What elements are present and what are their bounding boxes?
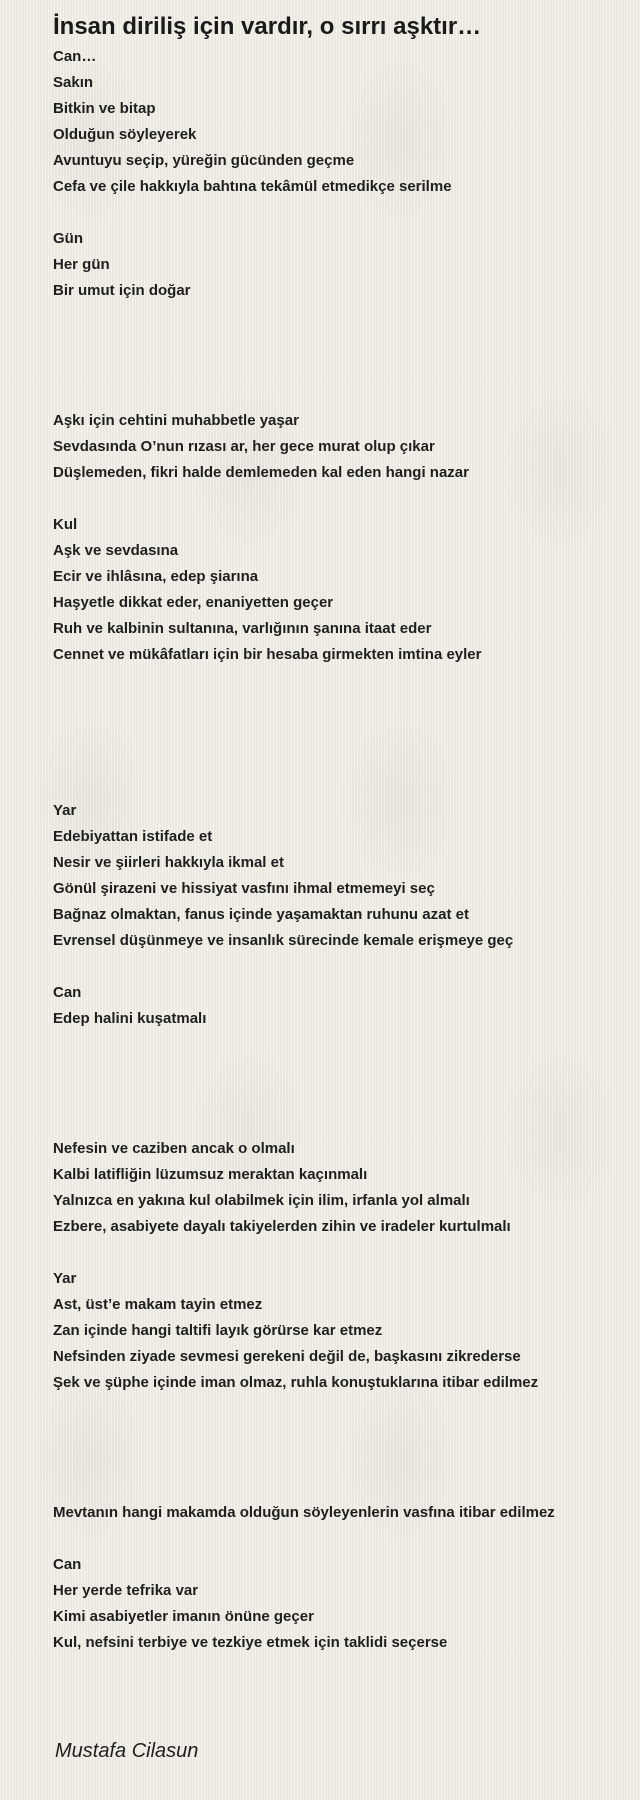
poem-line: Kul xyxy=(53,516,78,533)
poem-line: Bitkin ve bitap xyxy=(53,100,156,117)
poem-line: Ast, üst’e makam tayin etmez xyxy=(53,1296,263,1313)
poem-line: Gün xyxy=(53,230,83,247)
poem-line xyxy=(53,1058,633,1084)
poem-line: Sevdasında O’nun rızası ar, her gece murat olup çıkar xyxy=(53,438,435,455)
poem-line: Bir umut için doğar xyxy=(53,282,191,299)
poem-line: Kul, nefsini terbiye ve tezkiye etmek için taklidi seçerse xyxy=(53,1634,448,1651)
poem-line: Edep halini kuşatmalı xyxy=(53,1010,207,1027)
poem-line: Can xyxy=(53,1556,82,1573)
poem-line xyxy=(53,1110,633,1136)
poem-line: Aşk ve sevdasına xyxy=(53,542,179,559)
poem-line: Yar xyxy=(53,1270,77,1287)
poem-line: Sakın xyxy=(53,74,94,91)
poem-line xyxy=(53,1396,633,1422)
poem-line: Bağnaz olmaktan, fanus içinde yaşamaktan ruhunu azat et xyxy=(53,906,469,923)
poem-line: Olduğun söyleyerek xyxy=(53,126,197,143)
poem-body xyxy=(53,44,633,1656)
poem-line xyxy=(53,1526,633,1552)
poem-line: Zan içinde hangi taltifi layık görürse kar etmez xyxy=(53,1322,383,1339)
poem-line xyxy=(53,1240,633,1266)
poem-line: Düşlemeden, fikri halde demlemeden kal eden hangi nazar xyxy=(53,464,469,481)
poem-line xyxy=(53,1032,633,1058)
poem-line xyxy=(53,1422,633,1448)
poem-line xyxy=(53,486,633,512)
poem-page xyxy=(53,10,633,1656)
poem-line xyxy=(53,954,633,980)
poem-line: Can xyxy=(53,984,82,1001)
poem-line: Nefesin ve caziben ancak o olmalı xyxy=(53,1140,295,1157)
poem-line xyxy=(53,720,633,746)
poem-line xyxy=(53,1474,633,1500)
poem-line: Cennet ve mükâfatları için bir hesaba girmekten imtina eyler xyxy=(53,646,482,663)
poem-line xyxy=(53,668,633,694)
poem-line: Ezbere, asabiyete dayalı takiyelerden zihin ve iradeler kurtulmalı xyxy=(53,1218,511,1235)
poem-line xyxy=(53,1448,633,1474)
poem-line xyxy=(53,200,633,226)
poem-line: Her yerde tefrika var xyxy=(53,1582,199,1599)
poem-line: Ecir ve ihlâsına, edep şiarına xyxy=(53,568,259,585)
poem-line: Nefsinden ziyade sevmesi gerekeni değil de, başkasını zikrederse xyxy=(53,1348,521,1365)
poem-line xyxy=(53,330,633,356)
poem-line: Cefa ve çile hakkıyla bahtına tekâmül etmedikçe serilme xyxy=(53,178,452,195)
poem-line: Kimi asabiyetler imanın önüne geçer xyxy=(53,1608,314,1625)
poem-line: Şek ve şüphe içinde iman olmaz, ruhla konuştuklarına itibar edilmez xyxy=(53,1374,539,1391)
poem-line xyxy=(53,772,633,798)
poem-line: Aşkı için cehtini muhabbetle yaşar xyxy=(53,412,299,429)
poem-line: Edebiyattan istifade et xyxy=(53,828,213,845)
poem-line: Haşyetle dikkat eder, enaniyetten geçer xyxy=(53,594,334,611)
poem-line: Can… xyxy=(53,48,97,65)
poem-line: Evrensel düşünmeye ve insanlık sürecinde kemale erişmeye geç xyxy=(53,932,514,949)
poem-line: Her gün xyxy=(53,256,110,273)
author-name: Mustafa Cilasun xyxy=(55,1740,199,1762)
poem-line xyxy=(53,356,633,382)
poem-line: Gönül şirazeni ve hissiyat vasfını ihmal etmemeyi seç xyxy=(53,880,435,897)
poem-title: İnsan diriliş için vardır, o sırrı aşktır… xyxy=(53,13,482,40)
poem-line xyxy=(53,382,633,408)
poem-line: Kalbi latifliğin lüzumsuz meraktan kaçınmalı xyxy=(53,1166,368,1183)
poem-line xyxy=(53,1084,633,1110)
poem-line: Nesir ve şiirleri hakkıyla ikmal et xyxy=(53,854,284,871)
poem-line xyxy=(53,694,633,720)
poem-line: Ruh ve kalbinin sultanına, varlığının şanına itaat eder xyxy=(53,620,432,637)
poem-line: Yalnızca en yakına kul olabilmek için ilim, irfanla yol almalı xyxy=(53,1192,470,1209)
poem-line: Avuntuyu seçip, yüreğin gücünden geçme xyxy=(53,152,355,169)
poem-line xyxy=(53,304,633,330)
poem-line: Mevtanın hangi makamda olduğun söyleyenlerin vasfına itibar edilmez xyxy=(53,1504,555,1521)
poem-line xyxy=(53,746,633,772)
poem-line: Yar xyxy=(53,802,77,819)
